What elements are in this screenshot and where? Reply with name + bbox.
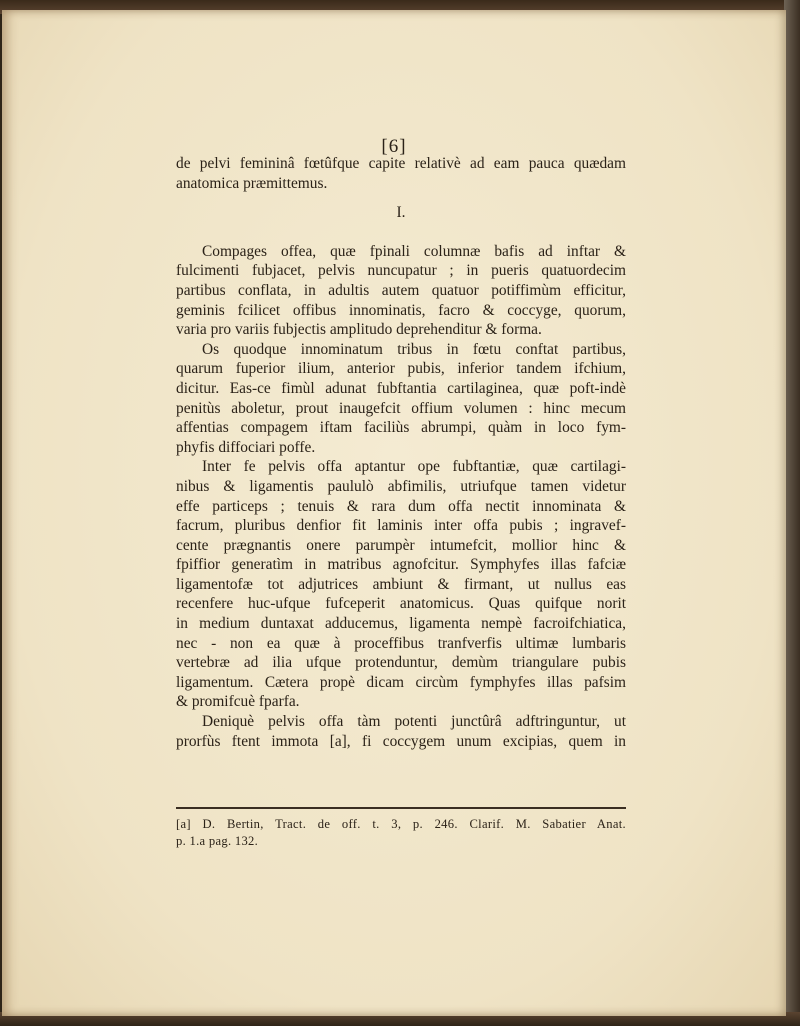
text-line: varia pro variis fubjectis amplitudo deprehenditur & forma.: [176, 321, 542, 339]
text-line: dicitur. Eas-ce fimùl adunat fubftantia cartilaginea, quæ poft-indè: [176, 379, 626, 397]
text-line: facrum, pluribus denfior fit laminis inter offa pubis ; ingravef-: [176, 517, 626, 535]
footnote-line: p. 1.a pag. 132.: [176, 834, 259, 848]
text-line: Deniquè pelvis offa tàm potenti junctûrâ adftringuntur, ut: [202, 713, 626, 731]
text-line: cente prægnantis onere parumpèr intumefcit, mollior hinc &: [176, 536, 626, 554]
footnote-divider: [176, 807, 626, 809]
text-line: ligamentofæ tot adjutrices ambiunt & firmant, ut nullus eas: [176, 575, 626, 593]
text-line: phyfis diffociari poffe.: [176, 438, 316, 456]
text-line: in medium duntaxat adducemus, ligamenta nempè facroifchiatica,: [176, 615, 626, 633]
text-line: quarum fuperior ilium, anterior pubis, inferior tandem ifchium,: [176, 360, 626, 378]
footnote-line: [a] D. Bertin, Tract. de off. t. 3, p. 246. Clarif. M. Sabatier Anat.: [176, 817, 626, 831]
section-heading: I.: [396, 204, 406, 222]
text-line: fulcimenti fubjacet, pelvis nuncupatur ; in pueris quatuordecim: [176, 262, 626, 280]
paragraph: [176, 242, 626, 340]
paragraph: [176, 457, 626, 712]
text-line: fpiffior generatìm in matribus agnofcitur. Symphyfes illas fafciæ: [176, 556, 626, 574]
paragraph: [176, 340, 626, 458]
text-line: geminis fcilicet offibus innominatis, facro & coccyge, quorum,: [176, 301, 626, 319]
paragraph: [176, 712, 626, 751]
book-page: [2, 10, 786, 1016]
text-line: ligamentum. Cætera propè dicam circùm fymphyfes illas pafsim: [176, 673, 626, 691]
text-line: partibus conflata, in adultis autem quatuor potiffimùm efficitur,: [176, 281, 626, 299]
text-line: nec - non ea quæ à proceffibus tranfverfis ultimæ lumbaris: [176, 634, 626, 652]
text-line: Compages offea, quæ fpinali columnæ bafis ad inftar &: [202, 242, 626, 260]
text-line: vertebræ ad ilia ufque protenduntur, demùm triangulare pubis: [176, 654, 626, 672]
main-text: [176, 154, 626, 751]
text-line: penitùs aboletur, prout inaugefcit offium volumen : hinc mecum: [176, 399, 626, 417]
page-number: [6]: [381, 136, 407, 157]
text-line: & promifcuè fparfa.: [176, 693, 300, 711]
text-line: effe particeps ; tenuis & rara dum offa nectit innominata &: [176, 497, 626, 515]
text-line: Os quodque innominatum tribus in fœtu conftat partibus,: [202, 340, 626, 358]
text-line: nibus & ligamentis paululò abfimilis, utriufque tamen videtur: [176, 477, 626, 495]
text-line: recenfere huc-ufque fufceperit anatomicus. Quas quifque norit: [176, 595, 626, 613]
text-line: de pelvi femininâ fœtûfque capite relativè ad eam pauca quædam: [176, 155, 626, 172]
text-line: anatomica præmittemus.: [176, 174, 328, 192]
text-line: Inter fe pelvis offa aptantur ope fubftantiæ, quæ cartilagi-: [202, 458, 626, 476]
text-line: prorfùs ftent immota [a], fi coccygem unum excipias, quem in: [176, 732, 626, 750]
footnote: [176, 816, 626, 850]
book-binding-edge: [784, 0, 800, 1026]
text-line: affentias compagem iftam faciliùs abrumpi, quàm in loco fym-: [176, 419, 626, 437]
